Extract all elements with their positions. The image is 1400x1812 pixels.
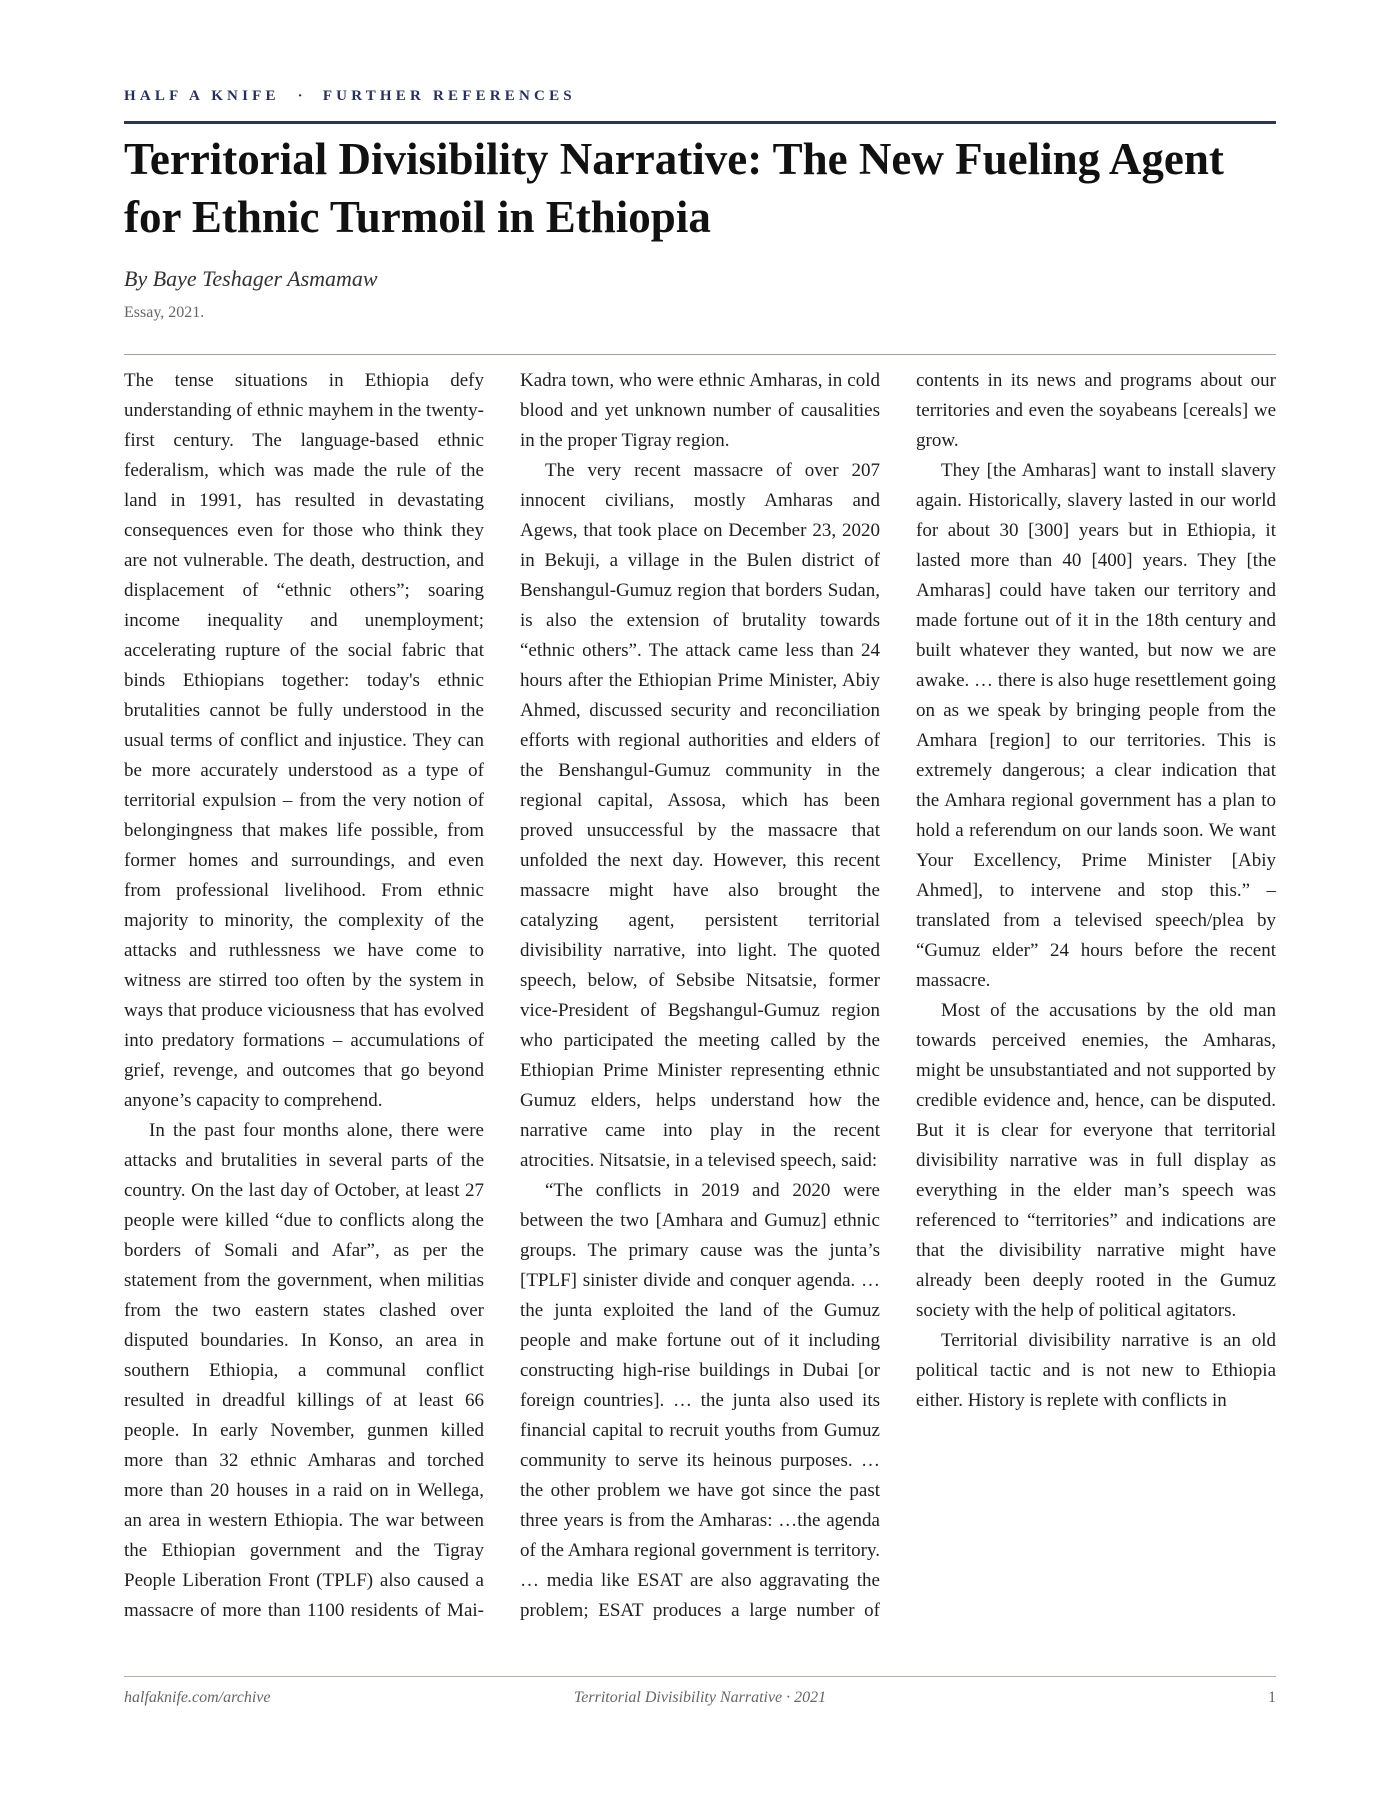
section-name: FURTHER REFERENCES (322, 88, 576, 104)
paragraph: “The conflicts in 2019 and 2020 were between the two [Amhara and Gumuz] ethnic groups. The primary cause was the junta’s [TPLF] sinister divide and conquer agenda. … the junta exploited the land of the Gumuz people and make fortune out of it including constructing high-rise buildings in Dubai [or foreign countries]. … the junta also used its financial capital to recruit youths from Gumuz community to serve its heinous purposes. … the other problem we have got since the past three years is from the Amharas: …the agenda of the Amhara regional government is territory. … media like ESAT are also aggravating the problem; ESAT produces a large number of contents in its news and programs about our territories and even the soyabeans [cereals] we grow. (520, 370, 1276, 1621)
paragraph: Most of the accusations by the old man towards perceived enemies, the Amharas, might be unsubstantiated and not supported by credible evidence and, hence, can be disputed. But it is clear for everyone that territorial divisibility narrative was in full display as everything in the elder man’s speech was referenced to “territories” and indications are that the divisibility narrative might have already been deeply rooted in the Gumuz society with the help of political agitators. (916, 1000, 1276, 1321)
byline: By Baye Teshager Asmamaw (124, 266, 378, 291)
footer-url[interactable]: halfaknife.com/archive (124, 1689, 271, 1706)
paragraph: Territorial divisibility narrative is an old political tactic and is not new to Ethiopia either. History is replete with conflicts in (916, 1330, 1276, 1411)
page-number: 1 (1268, 1689, 1276, 1706)
paragraph: They [the Amharas] want to install slavery again. Historically, slavery lasted in our world for about 30 [300] years but in Ethiopia, it lasted more than 40 [400] years. They [the Amharas] could have taken our territory and made fortune out of it in the 18th century and built whatever they wanted, but now we are awake. … there is also huge resettlement going on as we speak by bringing people from the Amhara [region] to our territories. This is extremely dangerous; a clear indication that the Amhara regional government has a plan to hold a referendum on our lands soon. We want Your Excellency, Prime Minister [Abiy Ahmed], to intervene and stop this.” – translated from a televised speech/plea by “Gumuz elder” 24 hours before the recent massacre. (916, 460, 1276, 991)
header-rule (124, 121, 1276, 124)
paragraph: The very recent massacre of over 207 innocent civilians, mostly Amharas and Agews, that took place on December 23, 2020 in Bekuji, a village in the Bulen district of Benshangul-Gumuz region that borders Sudan, is also the extension of brutality towards “ethnic others”. The attack came less than 24 hours after the Ethiopian Prime Minister, Abiy Ahmed, discussed security and reconciliation efforts with regional authorities and elders of the Benshangul-Gumuz community in the regional capital, Assosa, which has been proved unsuccessful by the massacre that unfolded the next day. However, this recent massacre might have also brought the catalyzing agent, persistent territorial divisibility narrative, into light. The quoted speech, below, of Sebsibe Nitsatsie, former vice-President of Begshangul-Gumuz region who participated the meeting called by the Ethiopian Prime Minister representing ethnic Gumuz elders, helps understand how the narrative came into play in the recent atrocities. Nitsatsie, in a televised speech, said: (520, 460, 880, 1171)
footer-rule (124, 1676, 1276, 1677)
title-divider (124, 354, 1276, 355)
article-title: Territorial Divisibility Narrative: The New Fueling Agent for Ethnic Turmoil in Ethiopia (124, 134, 1224, 242)
article-body (124, 366, 1276, 1626)
publication-name: HALF A KNIFE (124, 88, 280, 104)
footer-running-title: Territorial Divisibility Narrative · 2021 (573, 1689, 827, 1706)
paragraph: The tense situations in Ethiopia defy understanding of ethnic mayhem in the twenty-first century. The language-based ethnic federalism, which was made the rule of the land in 1991, has resulted in devastating consequences even for those who think they are not vulnerable. The death, destruction, and displacement of “ethnic others”; soaring income inequality and unemployment; accelerating rupture of the social fabric that binds Ethiopians together: today's ethnic brutalities cannot be fully understood in the usual terms of conflict and injustice. They can be more accurately understood as a type of territorial expulsion – from the very notion of belongingness that makes life possible, from former homes and surroundings, and even from professional livelihood. From ethnic majority to minority, the complexity of the attacks and ruthlessness we have come to witness are stirred too often by the system in ways that produce viciousness that has evolved into predatory formations – accumulations of grief, revenge, and outcomes that go beyond anyone’s capacity to comprehend. (124, 370, 484, 1111)
header-separator: · (297, 88, 307, 104)
running-header (124, 88, 1276, 105)
paragraph: In the past four months alone, there were attacks and brutalities in several parts of the country. On the last day of October, at least 27 people were killed “due to conflicts along the borders of Somali and Afar”, as per the statement from the government, when militias from the two eastern states clashed over disputed boundaries. In Konso, an area in southern Ethiopia, a communal conflict resulted in dreadful killings of at least 66 people. In early November, gunmen killed more than 32 ethnic Amharas and torched more than 20 houses in a raid on in Wellega, an area in western Ethiopia. The war between the Ethiopian government and the Tigray People Liberation Front (TPLF) also caused a massacre of more than 1100 residents of Mai-Kadra town, who were ethnic Amharas, in cold blood and yet unknown number of causalities in the proper Tigray region. (124, 370, 880, 1621)
publication-info: Essay, 2021. (124, 304, 205, 321)
